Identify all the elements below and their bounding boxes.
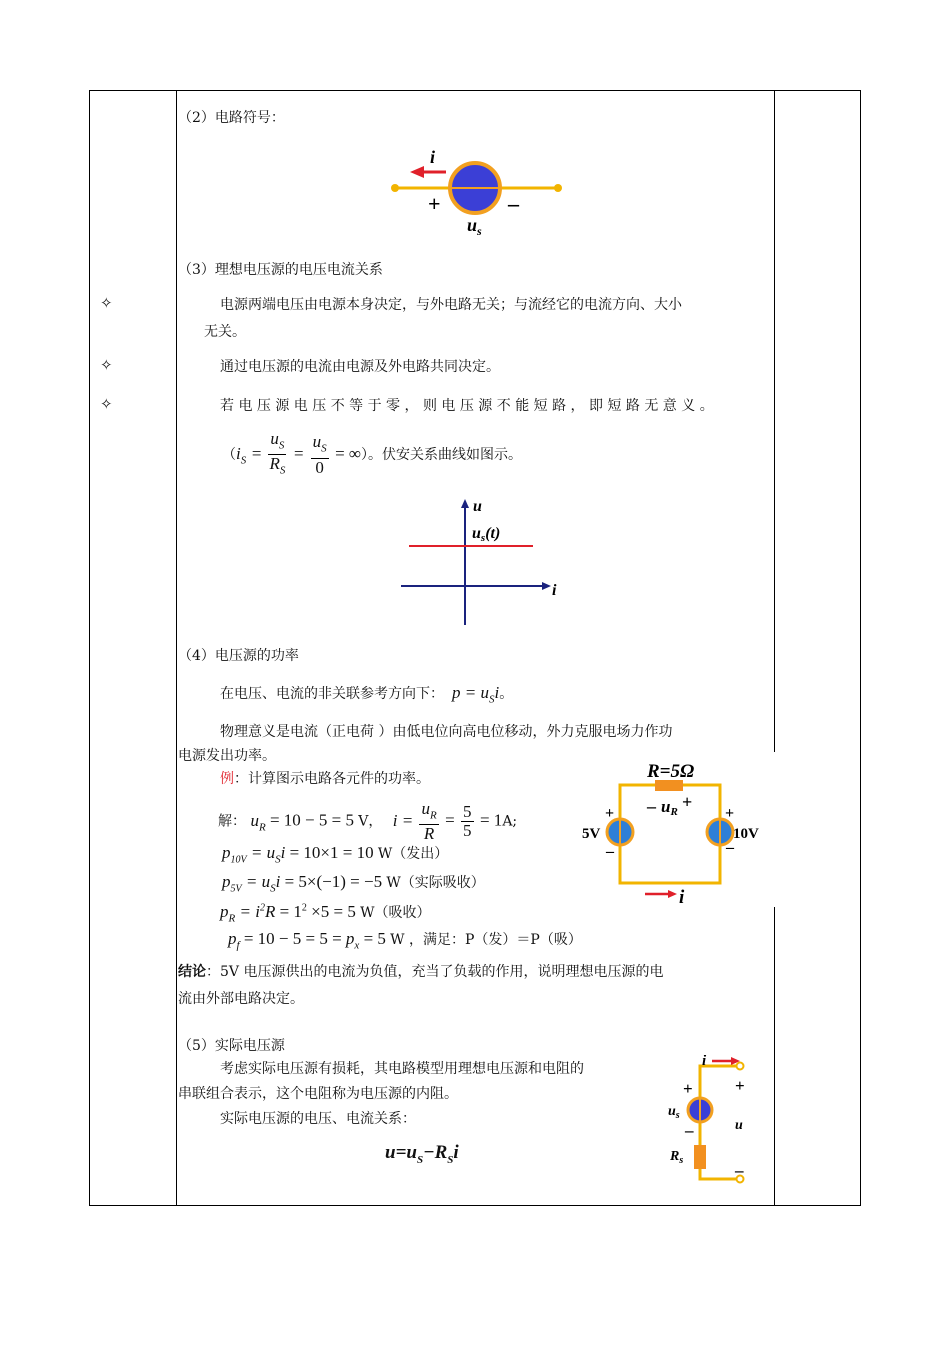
bullet-3: 若 电 压 源 电 压 不 等 于 零 ， 则 电 压 源 不 能 短 路 ， 即 短 路 无 意 义 。 — [220, 398, 714, 414]
real-voltage-source-diagram — [665, 1055, 770, 1185]
bullet-icon: ✧ — [100, 356, 113, 374]
physical-meaning-line-2: 电源发出功率。 — [178, 748, 276, 764]
symbol-i-label: i — [430, 147, 436, 167]
power-balance: $p_f = 10 - 5 = 5 = p_x = 5$ W ，满足：P（发）＝P（吸） — [228, 929, 582, 952]
section-5-para-line-2: 串联组合表示，这个电阻称为电压源的内阻。 — [178, 1086, 458, 1102]
svg-text:us: $u_s$ — [668, 1104, 680, 1121]
power-5v: $p_{5V} = u_Si = 5\times(-1) = -5$ W（实际吸收） — [222, 872, 485, 895]
svg-text:us: $u_s$ — [467, 215, 482, 238]
svg-text:Rs: $R_s$ — [670, 1149, 684, 1166]
graph-u-axis-label: u — [473, 498, 482, 515]
svg-text:–: – — [685, 1121, 694, 1140]
short-circuit-formula: （$i_S$ = $\frac{u_S}{R_S}$ = $\frac{u_S}{0}$ = ∞）。伏安关系曲线如图示。 — [222, 429, 523, 477]
circuit-ur-label: u — [661, 797, 671, 816]
svg-text:+: + — [605, 805, 615, 822]
section-2-heading: （2）电路符号： — [178, 110, 285, 126]
svg-text:–: – — [647, 796, 656, 816]
example-circuit — [575, 752, 775, 907]
volt-ampere-graph — [395, 495, 565, 630]
real-source-u-label: u — [735, 1118, 743, 1133]
circuit-10v-label: 10V — [733, 826, 759, 842]
real-source-i-label: i — [702, 1055, 707, 1069]
symbol-minus: – — [508, 191, 519, 216]
column-divider-left — [176, 91, 177, 1205]
svg-text:–: – — [726, 839, 734, 856]
solution-line-1: 解： $u_R = 10 - 5 = 5$ V， i = $\frac{u_R}{R}$ = $\frac{5}{5}$ = 1A; — [218, 799, 518, 844]
conclusion-line-2: 流由外部电路决定。 — [178, 991, 304, 1007]
svg-text:+: + — [682, 792, 693, 812]
column-divider-right — [774, 91, 775, 1205]
symbol-us-label: u — [467, 215, 478, 235]
section-4-heading: （4）电压源的功率 — [178, 648, 299, 664]
bullet-icon: ✧ — [100, 395, 113, 413]
real-source-equation: $u=u_S-R_Si$ — [385, 1142, 459, 1166]
symbol-plus: + — [428, 191, 441, 216]
section-5-heading: （5）实际电压源 — [178, 1038, 285, 1054]
svg-text:–: – — [606, 843, 614, 860]
circuit-i-label: i — [679, 887, 685, 907]
bullet-1-line-1: 电源两端电压由电源本身决定，与外电路无关；与流经它的电流方向、大小 — [220, 297, 682, 313]
circuit-r-label: R=5Ω — [647, 761, 695, 782]
svg-text:+: + — [683, 1079, 693, 1098]
power-resistor: $p_R = i^2R = 1^2 \times 5 = 5$ W（吸收） — [220, 902, 431, 925]
graph-i-axis-label: i — [552, 582, 557, 599]
svg-text:us(t): us(t) — [472, 525, 501, 544]
bullet-1-line-2: 无关。 — [204, 324, 246, 340]
svg-text:+: + — [725, 805, 735, 822]
bullet-2: 通过电压源的电流由电源及外电路共同决定。 — [220, 359, 500, 375]
section-3-heading: （3）理想电压源的电压电流关系 — [178, 262, 383, 278]
svg-text:–: – — [735, 1161, 744, 1180]
section-5-para-line-3: 实际电压源的电压、电流关系： — [220, 1111, 416, 1127]
physical-meaning-line-1: 物理意义是电流（正电荷 ）由低电位向高电位移动，外力克服电场力作功 — [220, 724, 673, 740]
real-source-rs-label: R — [670, 1149, 680, 1164]
power-10v: $p_{10V} = u_Si = 10\times 1 = 10$ W（发出） — [222, 843, 449, 866]
svg-text:uR: uR — [661, 797, 678, 818]
svg-text:+: + — [735, 1076, 745, 1095]
section-5-para-line-1: 考虑实际电压源有损耗，其电路模型用理想电压源和电阻的 — [220, 1061, 584, 1077]
bullet-icon: ✧ — [100, 294, 113, 312]
voltage-source-symbol — [380, 145, 580, 240]
conclusion-line-1: 结论：5V 电压源供出的电流为负值，充当了负载的作用，说明理想电压源的电 — [178, 964, 664, 980]
graph-us-label: u — [472, 525, 481, 542]
real-source-us-label: u — [668, 1104, 676, 1119]
example-prompt: 例：计算图示电路各元件的功率。 — [220, 771, 430, 787]
circuit-5v-label: 5V — [582, 826, 601, 842]
power-definition: 在电压、电流的非关联参考方向下： $p = u_Si$。 — [220, 683, 514, 706]
